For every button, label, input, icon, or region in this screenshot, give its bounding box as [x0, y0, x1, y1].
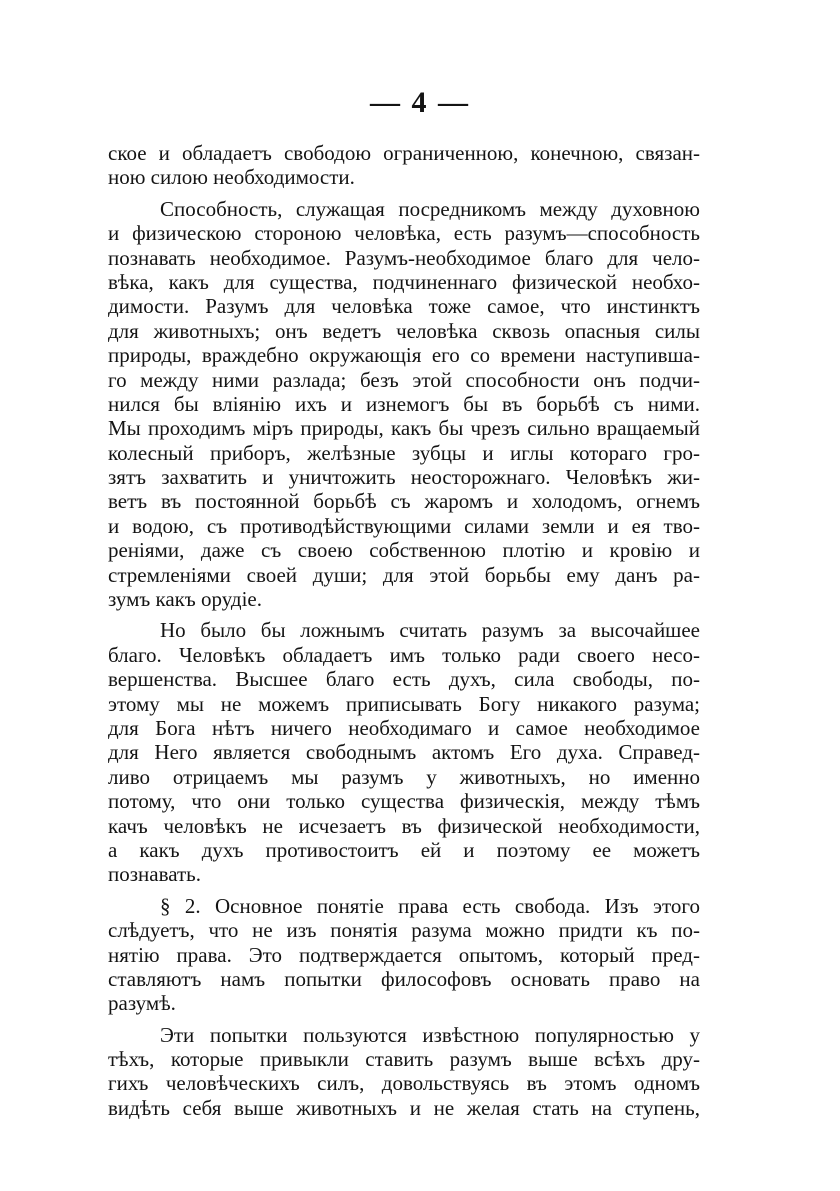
text-line: ною силою необходимости. [108, 165, 355, 190]
text-line: потому, что они только существа физическія, между тѣмъ [108, 789, 700, 814]
text-line: ливо отрицаемъ мы разумъ у животныхъ, но именно [108, 764, 700, 789]
text-line: Способность, служащая посредникомъ между духовною [160, 196, 700, 221]
text-line: для животныхъ; онъ ведетъ человѣка сквозь опасныя силы [108, 318, 700, 343]
text-line: разумѣ. [108, 991, 176, 1016]
paragraph [108, 1023, 700, 1121]
text-line: для Него является свободнымъ актомъ Его духа. Справед- [108, 740, 700, 765]
text-line: видѣть себя выше животныхъ и не желая стать на ступень, [108, 1095, 700, 1120]
paragraph [108, 618, 700, 886]
text-line: а какъ духъ противостоитъ ей и поэтому ее можетъ [108, 837, 700, 862]
text-line: и водою, съ противодѣйствующими силами земли и ея тво- [108, 513, 700, 538]
text-line: познавать необходимое. Разумъ-необходимое благо для чело- [108, 245, 700, 270]
text-line: ветъ въ постоянной борьбѣ съ жаромъ и холодомъ, огнемъ [108, 489, 700, 514]
page-number: — 4 — [370, 86, 470, 119]
text-line: нятію права. Это подтверждается опытомъ, который пред- [108, 942, 700, 967]
text-line: реніями, даже съ своею собственною плотію и кровію и [108, 538, 700, 563]
text-line: для Бога нѣтъ ничего необходимаго и самое необходимое [108, 715, 700, 740]
paragraph [108, 197, 700, 612]
text-line: гихъ человѣческихъ силъ, довольствуясь въ этомъ одномъ [108, 1071, 700, 1096]
text-line: зумъ какъ орудіе. [108, 587, 262, 612]
paragraph [108, 894, 700, 1016]
text-line: качъ человѣкъ не исчезаетъ въ физической необходимости, [108, 813, 700, 838]
paragraph [108, 141, 700, 190]
text-line: зятъ захватить и уничтожить неосторожнаго. Человѣкъ жи- [108, 465, 700, 490]
body-text [108, 141, 700, 1120]
text-line: благо. Человѣкъ обладаетъ имъ только ради своего несо- [108, 642, 700, 667]
text-line: вершенства. Высшее благо есть духъ, сила свободы, по- [108, 667, 700, 692]
text-line: Но было бы ложнымъ считать разумъ за высочайшее [160, 618, 700, 643]
text-line: ское и обладаетъ свободою ограниченною, конечною, связан- [108, 141, 700, 165]
text-line: колесный приборъ, желѣзные зубцы и иглы котораго гро- [108, 440, 700, 465]
text-line: тѣхъ, которые привыкли ставить разумъ выше всѣхъ дру- [108, 1047, 700, 1072]
text-line: ставляютъ намъ попытки философовъ основать право на [108, 966, 700, 991]
text-line: нился бы вліянію ихъ и изнемогъ бы въ борьбѣ съ ними. [108, 391, 700, 416]
text-line: познавать. [108, 862, 202, 887]
text-line: го между ними разлада; безъ этой способности онъ подчи- [108, 367, 700, 392]
text-line: природы, враждебно окружающія его со времени наступивша- [108, 343, 700, 368]
text-line: стремленіями своей души; для этой борьбы ему данъ ра- [108, 562, 700, 587]
text-line: вѣка, какъ для существа, подчиненнаго физической необхо- [108, 269, 700, 294]
text-line: Мы проходимъ міръ природы, какъ бы чрезъ сильно вращаемый [108, 416, 700, 441]
text-line: и физическою стороною человѣка, есть разумъ—способность [108, 221, 700, 246]
text-line: этому мы не можемъ приписывать Богу никакого разума; [108, 691, 700, 716]
text-line: слѣдуетъ, что не изъ понятія разума можно придти къ по- [108, 918, 700, 943]
section-heading-line: § 2. Основное понятіе права есть свобода. Изъ этого [160, 893, 700, 918]
text-line: димости. Разумъ для человѣка тоже самое, что инстинктъ [108, 294, 700, 319]
text-line: Эти попытки пользуются извѣстною популярностью у [160, 1022, 700, 1047]
